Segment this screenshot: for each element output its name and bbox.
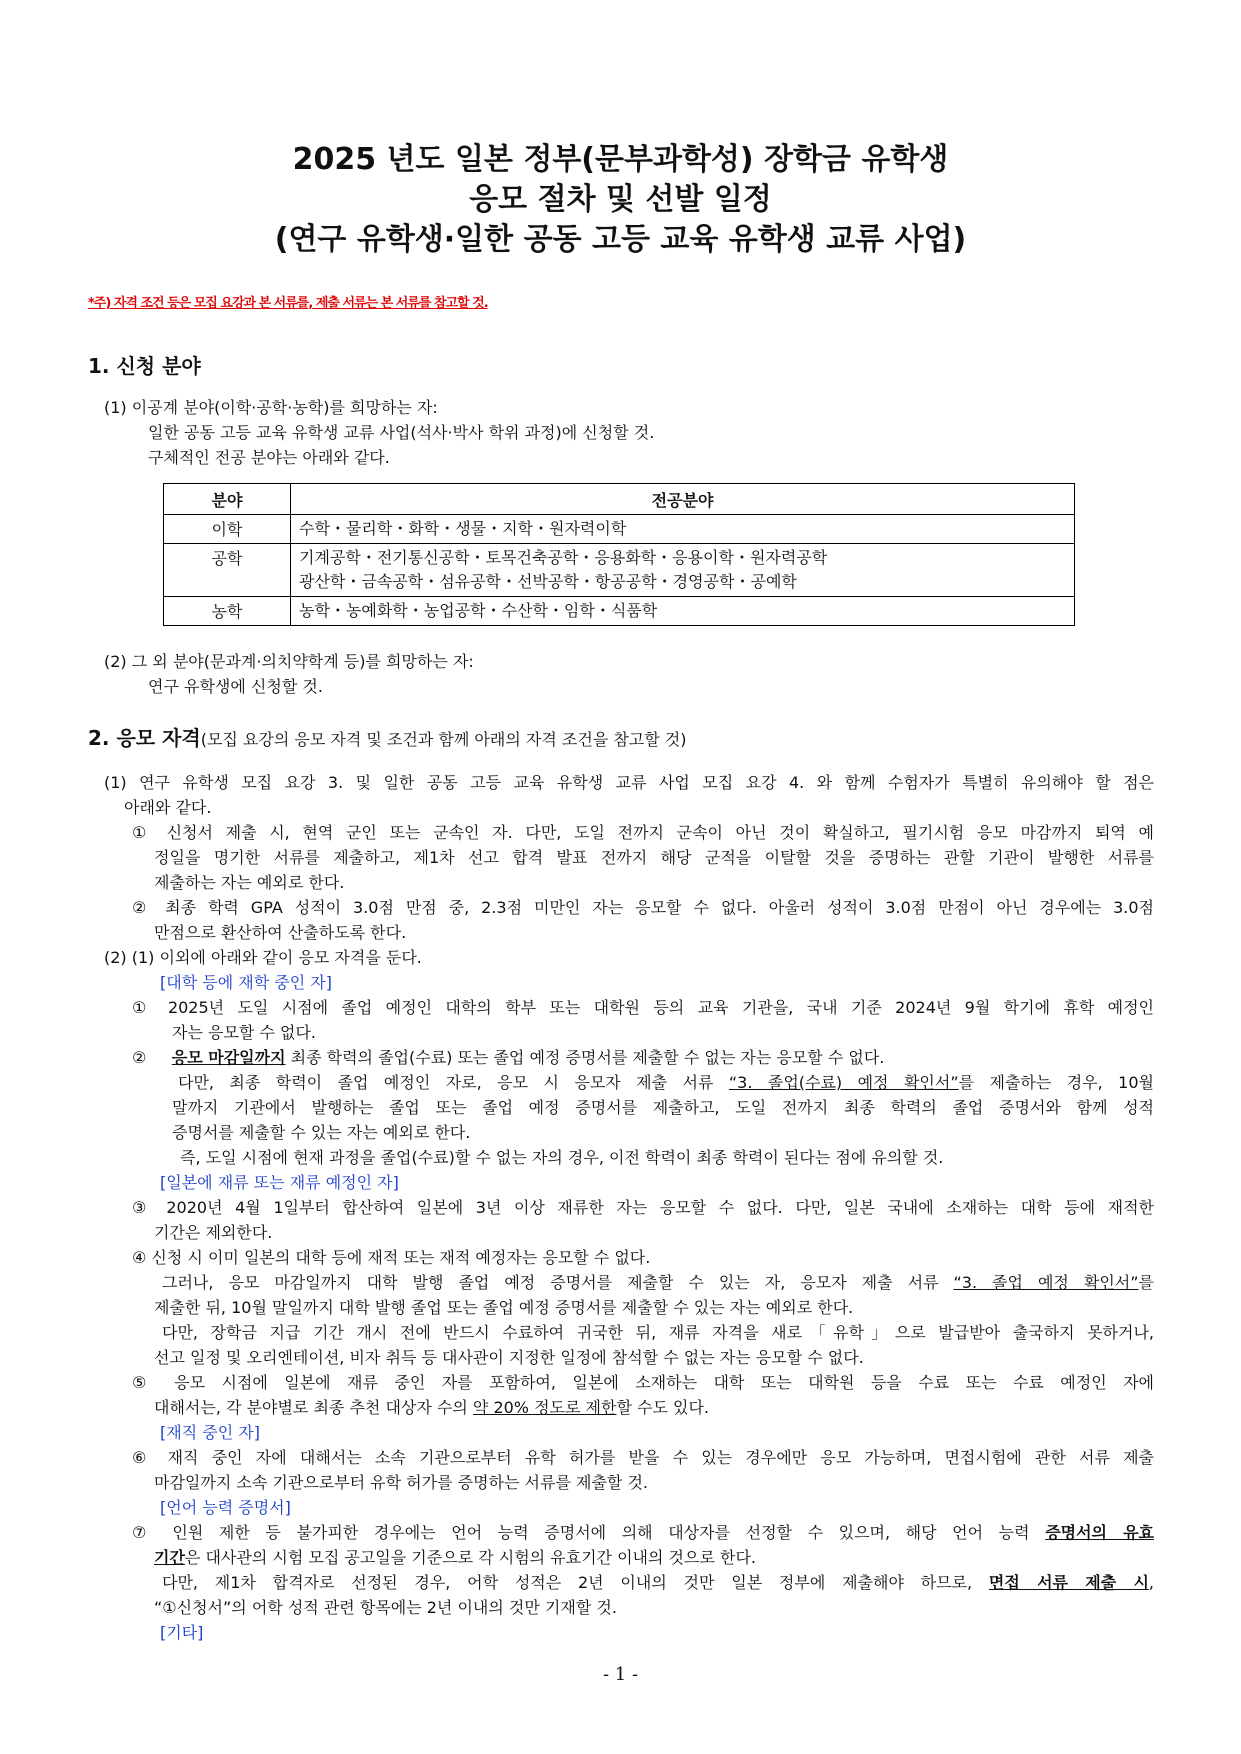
section1-p1-line2: 일한 공동 고등 교육 유학생 교류 사업(석사·박사 학위 과정)에 신청할 것. — [148, 423, 655, 442]
s2-line: ⑥ 재직 중인 자에 대해서는 소속 기관으로부터 유학 허가를 받을 수 있는 경우에만 응모 가능하며, 면접시험에 관한 서류 제출 — [132, 1448, 1154, 1467]
s2-line: (1) 연구 유학생 모집 요강 3. 및 일한 공동 고등 교육 유학생 교류 사업 모집 요강 4. 와 함께 수험자가 특별히 유의해야 할 점은 — [104, 773, 1154, 792]
table-cell-field: 이학 — [164, 515, 291, 544]
s2-line: 즉, 도일 시점에 현재 과정을 졸업(수료)할 수 없는 자의 경우, 이전 학력이 최종 학력이 된다는 점에 유의할 것. — [180, 1148, 944, 1167]
s2-line: 기간은 제외한다. — [154, 1223, 273, 1242]
subheading-language: [언어 능력 증명서] — [160, 1498, 291, 1517]
line-text: 최종 학력의 졸업(수료) 또는 졸업 예정 증명서를 제출할 수 없는 자는 응모할 수 없다. — [285, 1048, 885, 1067]
s2-line: 선고 일정 및 오리엔테이션, 비자 취득 등 대사관이 지정한 일정에 참석할 수 없는 자는 응모할 수 없다. — [154, 1348, 864, 1367]
line-text: 그러나, 응모 마감일까지 대학 발행 졸업 예정 증명서를 제출할 수 있는 자, 응모자 제출 서류 — [162, 1273, 954, 1292]
item-marker: ② — [132, 1048, 147, 1067]
s2-line: 다만, 장학금 지급 기간 개시 전에 반드시 수료하여 귀국한 뒤, 재류 자격을 새로「유학」으로 발급받아 출국하지 못하거나, — [162, 1323, 1154, 1342]
table-row — [164, 544, 1075, 597]
s2-line: 말까지 기관에서 발행하는 졸업 또는 졸업 예정 증명서를 제출하고, 도일 전까지 최종 학력의 졸업 증명서와 함께 성적 — [172, 1098, 1154, 1117]
line-text: 다만, 제1차 합격자로 선정된 경우, 어학 성적은 2년 이내의 것만 일본 정부에 제출해야 하므로, — [162, 1573, 989, 1592]
s2-line: 제출한 뒤, 10월 말일까지 대학 발행 졸업 또는 졸업 예정 증명서를 제출할 수 있는 자는 예외로 한다. — [154, 1298, 854, 1317]
s2-line — [178, 1073, 1154, 1093]
s2-line: ③ 2020년 4월 1일부터 합산하여 일본에 3년 이상 재류한 자는 응모할 수 없다. 다만, 일본 국내에 소재하는 대학 등에 재적한 — [132, 1198, 1154, 1217]
section1-heading: 1. 신청 분야 — [88, 354, 201, 378]
notice-text: *주) 자격 조건 등은 모집 요강과 본 서류를, 제출 서류는 본 서류를 참고할 것. — [88, 296, 488, 311]
line-text: 은 대사관의 시험 모집 공고일을 기준으로 각 시험의 유효기간 이내의 것으로 한다. — [184, 1548, 757, 1567]
s2-line: 만점으로 환산하여 산출하도록 한다. — [154, 923, 407, 942]
section2-heading-main: 2. 응모 자격 — [88, 726, 201, 750]
s2-line: 증명서를 제출할 수 있는 자는 예외로 한다. — [172, 1123, 471, 1142]
majors-line: 농학・농예화학・농업공학・수산학・임학・식품학 — [299, 601, 658, 620]
line-text: 를 제출하는 경우, 10월 — [958, 1073, 1154, 1092]
subheading-enrolled: [대학 등에 재학 중인 자] — [160, 973, 332, 992]
table-cell-field: 공학 — [164, 544, 291, 597]
subheading-employed: [재직 중인 자] — [160, 1423, 260, 1442]
s2-line — [132, 1048, 884, 1068]
s2-line: ④ 신청 시 이미 일본의 대학 등에 재적 또는 재적 예정자는 응모할 수 없다. — [132, 1248, 651, 1267]
line-text: ⑦ 인원 제한 등 불가피한 경우에는 언어 능력 증명서에 의해 대상자를 선정할 수 있으며, 해당 언어 능력 — [132, 1523, 1046, 1542]
table-cell-field: 농학 — [164, 597, 291, 626]
s2-line: 아래와 같다. — [124, 798, 212, 817]
title-line-2: 응모 절차 및 선발 일정 — [469, 182, 772, 217]
section1-p2-line2: 연구 유학생에 신청할 것. — [148, 677, 323, 696]
emphasis-text: 응모 마감일까지 — [171, 1048, 286, 1067]
s2-line: 제출하는 자는 예외로 한다. — [154, 873, 345, 892]
line-text: 대해서는, 각 분야별로 최종 추천 대상자 수의 — [154, 1398, 473, 1417]
majors-line: 기계공학・전기통신공학・토목건축공학・응용화학・응용이학・원자력공학 — [299, 548, 828, 567]
document-title — [0, 140, 1241, 260]
table-header-row — [164, 484, 1075, 515]
s2-line — [162, 1573, 1154, 1593]
line-text: 를 — [1138, 1273, 1154, 1292]
s2-line: ① 2025년 도일 시점에 졸업 예정인 대학의 학부 또는 대학원 등의 교육 기관을, 국내 기준 2024년 9월 학기에 휴학 예정인 — [132, 998, 1154, 1017]
page-number: - 1 - — [602, 1664, 639, 1685]
emphasis-text: 기간 — [154, 1548, 185, 1567]
s2-line — [132, 1523, 1154, 1543]
underlined-text: “3. 졸업(수료) 예정 확인서” — [728, 1073, 959, 1092]
table-header-majors: 전공분야 — [291, 484, 1075, 515]
s2-line: ⑤ 응모 시점에 일본에 재류 중인 자를 포함하여, 일본에 소재하는 대학 또는 대학원 등을 수료 또는 수료 예정인 자에 — [132, 1373, 1154, 1392]
emphasis-text: 증명서의 유효 — [1045, 1523, 1154, 1542]
table-cell-majors — [291, 544, 1075, 597]
s2-line: “①신청서”의 어학 성적 관련 항목에는 2년 이내의 것만 기재할 것. — [154, 1598, 617, 1617]
underlined-text: “3. 졸업 예정 확인서” — [953, 1273, 1139, 1292]
section2-heading-sub: (모집 요강의 응모 자격 및 조건과 함께 아래의 자격 조건을 참고할 것) — [200, 730, 687, 749]
underlined-text: 약 20% 정도로 제한 — [472, 1398, 617, 1417]
section1-p2-line1: (2) 그 외 분야(문과계·의치약학계 등)를 희망하는 자: — [104, 652, 474, 671]
majors-line: 수학・물리학・화학・생물・지학・원자력이학 — [299, 519, 627, 538]
s2-line: ① 신청서 제출 시, 현역 군인 또는 군속인 자. 다만, 도일 전까지 군속이 아닌 것이 확실하고, 필기시험 응모 마감까지 퇴역 예 — [132, 823, 1154, 842]
title-line-3: (연구 유학생·일한 공동 고등 교육 유학생 교류 사업) — [274, 222, 967, 257]
line-text: , — [1148, 1573, 1154, 1592]
line-text: 할 수도 있다. — [616, 1398, 710, 1417]
s2-line — [154, 1398, 709, 1418]
s2-line: (2) (1) 이외에 아래와 같이 응모 자격을 둔다. — [104, 948, 422, 967]
table-row — [164, 515, 1075, 544]
s2-line: ② 최종 학력 GPA 성적이 3.0점 만점 중, 2.3점 미만인 자는 응모할 수 없다. 아울러 성적이 3.0점 만점이 아닌 경우에는 3.0점 — [132, 898, 1154, 917]
table-cell-majors — [291, 515, 1075, 544]
table-cell-majors — [291, 597, 1075, 626]
s2-line: 정일을 명기한 서류를 제출하고, 제1차 선고 합격 발표 전까지 해당 군적을 이탈할 것을 증명하는 관할 기관이 발행한 서류를 — [154, 848, 1154, 867]
s2-line: 자는 응모할 수 없다. — [172, 1023, 316, 1042]
table-header-field: 분야 — [164, 484, 291, 515]
s2-line — [162, 1273, 1154, 1293]
section1-p1-line1: (1) 이공계 분야(이학·공학·농학)를 희망하는 자: — [104, 398, 438, 417]
section2-heading — [88, 722, 686, 751]
section1-p1-line3: 구체적인 전공 분야는 아래와 같다. — [148, 448, 390, 467]
majors-line: 광산학・금속공학・섬유공학・선박공학・항공공학・경영공학・공예학 — [299, 572, 797, 591]
table-row — [164, 597, 1075, 626]
emphasis-text: 면접 서류 제출 시 — [988, 1573, 1149, 1592]
s2-line: 마감일까지 소속 기관으로부터 유학 허가를 증명하는 서류를 제출할 것. — [154, 1473, 648, 1492]
title-line-1: 2025 년도 일본 정부(문부과학성) 장학금 유학생 — [292, 142, 949, 177]
line-text: 다만, 최종 학력이 졸업 예정인 자로, 응모 시 응모자 제출 서류 — [178, 1073, 729, 1092]
subheading-japan-residence: [일본에 재류 또는 재류 예정인 자] — [160, 1173, 399, 1192]
major-fields-table — [163, 483, 1075, 626]
subheading-other: [기타] — [160, 1623, 204, 1642]
s2-line — [154, 1548, 756, 1568]
